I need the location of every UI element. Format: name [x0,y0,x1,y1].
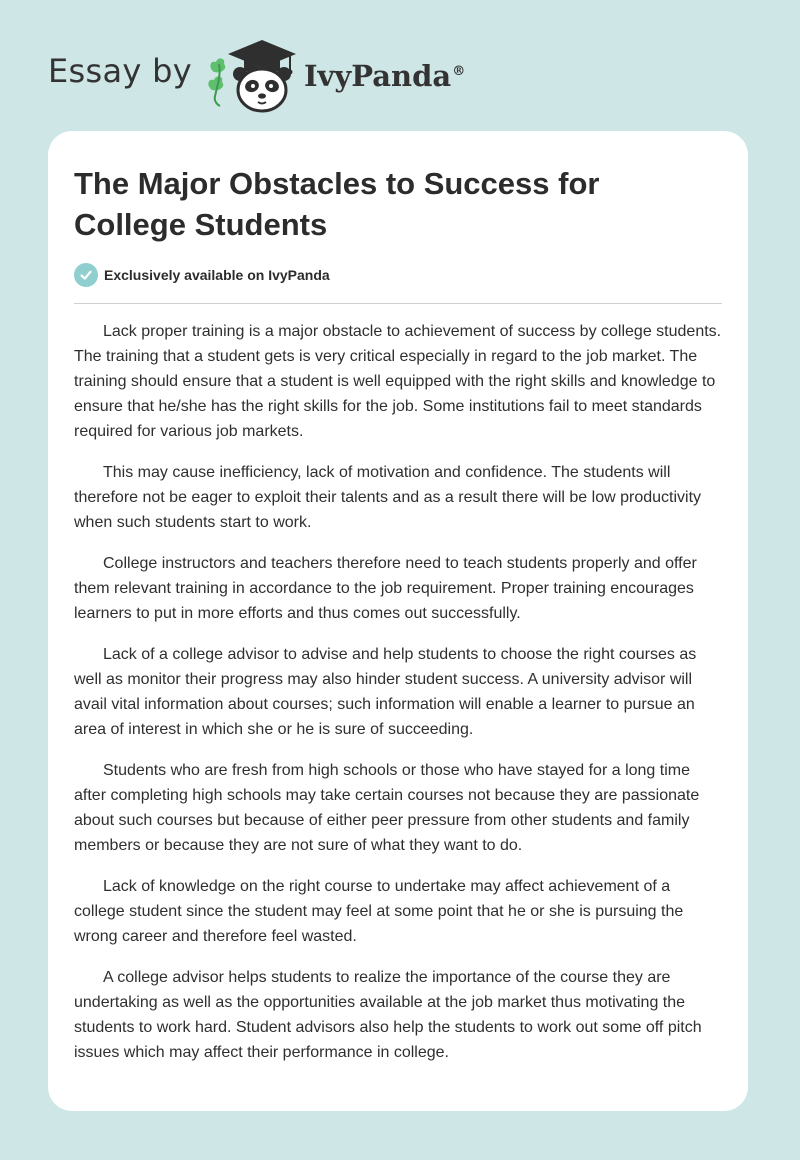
ivypanda-wordmark: IvyPanda® [303,59,466,93]
divider [74,303,722,304]
site-brand[interactable] [48,34,465,114]
paragraph: Lack of a college advisor to advise and help students to choose the right courses as well as monitor their progress may also hinder student success. A university advisor will avail vital information about courses; such information will enable a learner to pursue an area of interest in which she or he is sure of succeeding. [74,646,697,738]
exclusive-badge [74,263,330,287]
panda-graduate-icon [206,34,298,114]
essay-body [74,319,724,1081]
page-title: The Major Obstacles to Success for College Students [74,166,600,242]
check-circle-icon [74,263,98,287]
essay-card [48,131,748,1111]
exclusive-badge-label: Exclusively available on IvyPanda [104,267,330,283]
paragraph: A college advisor helps students to realize the importance of the course they are undertaking as well as the opportunities available at the job market thus motivating the students to work hard. Student advisors also help the students to work out some off pitch issues which may affect their performance in college. [74,969,702,1061]
essay-by-label: Essay by [48,52,192,90]
paragraph: Lack proper training is a major obstacle to achievement of success by college students. The training that a student gets is very critical especially in regard to the job market. The training should ensure that a student is well equipped with the right skills and knowledge to ensure that he/she has the right skills for the job. Some institutions fail to meet standards required for various job markets. [74,323,722,440]
paragraph: College instructors and teachers therefore need to teach students properly and offer them relevant training in accordance to the job requirement. Proper training encourages learners to put in more efforts and thus comes out successfully. [74,555,697,622]
paragraph: This may cause inefficiency, lack of motivation and confidence. The students will therefore not be eager to exploit their talents and as a result there will be low productivity when such students start to work. [74,464,702,531]
registered-mark: ® [452,64,466,80]
paragraph: Students who are fresh from high schools or those who have stayed for a long time after completing high schools may take certain courses not because they are passionate about such courses but because of either peer pressure from other students and family members or because they are not sure of what they want to do. [74,762,700,854]
paragraph: Lack of knowledge on the right course to undertake may affect achievement of a college student since the student may feel at some point that he or she is pursuing the wrong career and therefore feel wasted. [74,878,684,945]
